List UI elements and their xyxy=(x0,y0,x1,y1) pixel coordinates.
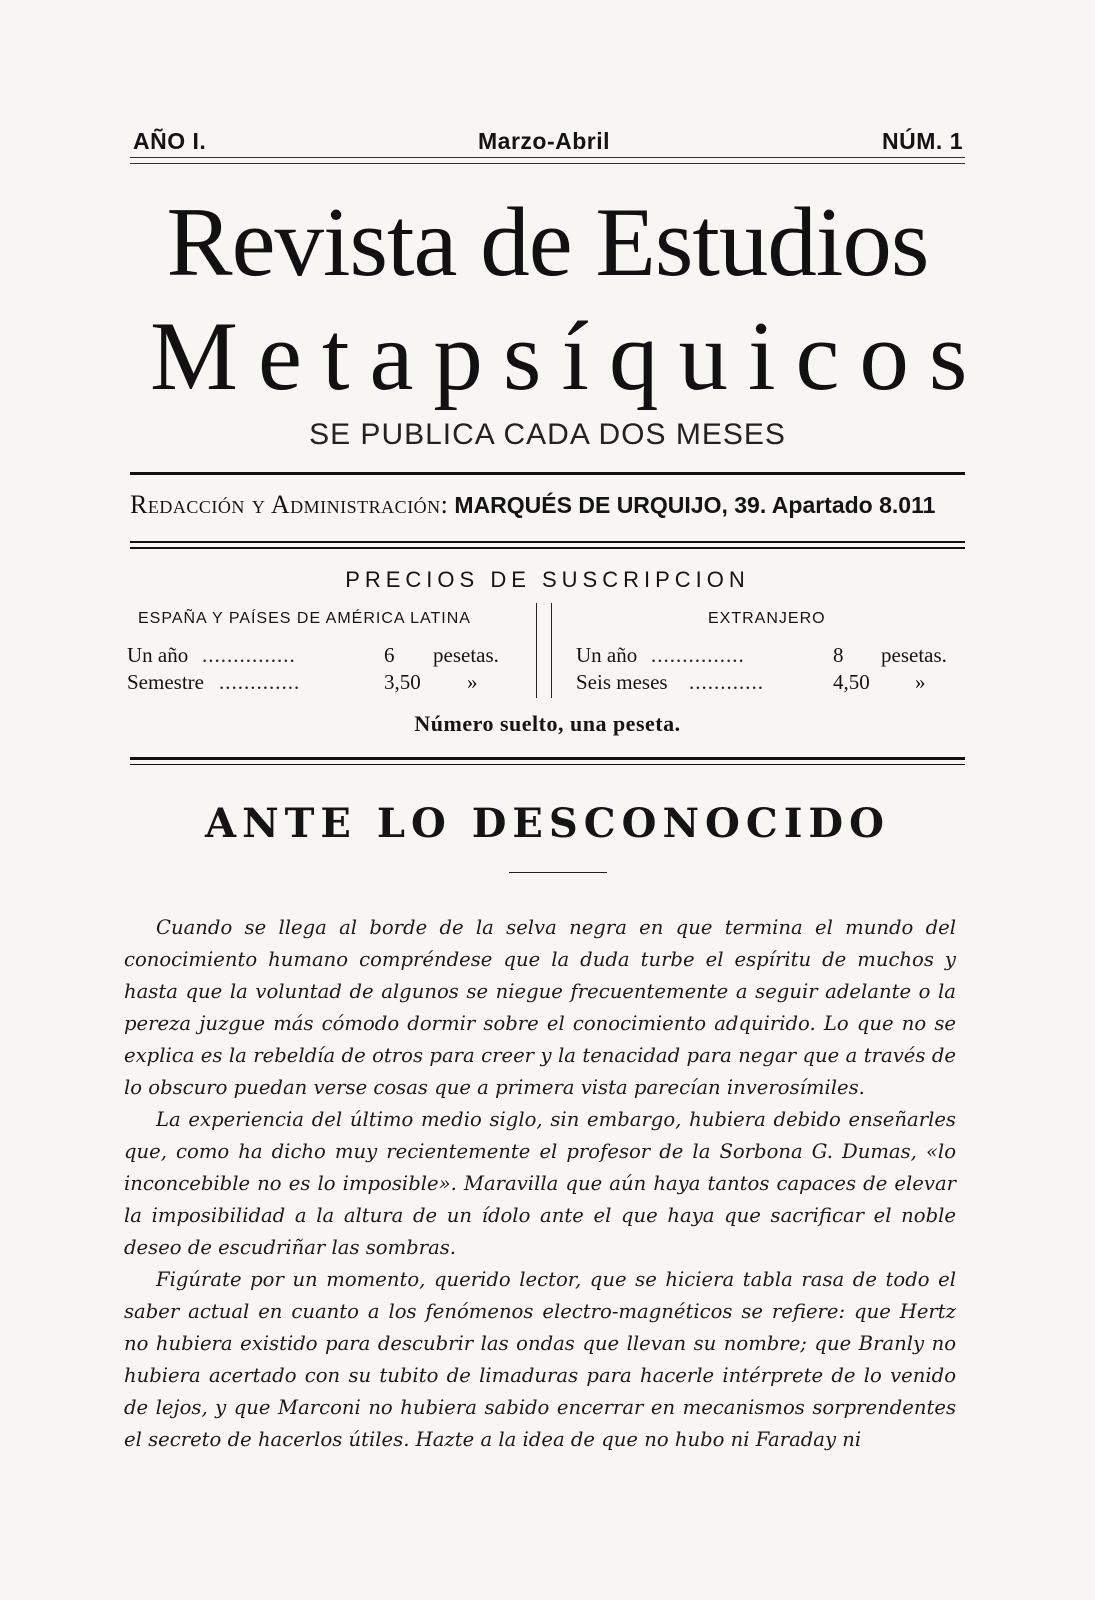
price-unit: pesetas. xyxy=(881,643,947,667)
issue-months: Marzo-Abril xyxy=(478,128,610,154)
price-row-domestic-year xyxy=(127,643,517,671)
masthead-title-line2: Metapsíquicos xyxy=(150,302,988,411)
header-rule-top xyxy=(130,157,965,158)
price-unit: » xyxy=(467,670,478,694)
price-amount: 4,50 xyxy=(833,670,870,694)
article-paragraph: La experiencia del último medio siglo, sin embargo, hubiera debido enseñarles que, como ha dicho muy recientemente el profesor de la Sorbona G. Dumas, «lo inconcebible no es lo imposible». Maravilla que aún haya tantos capaces de elevar la imposibilidad a la altura de un ídolo ante el que haya que sacrificar el noble deseo de escudriñar las sombras. xyxy=(124,1108,956,1259)
issue-number: NÚM. 1 xyxy=(882,128,963,154)
price-label: Un año xyxy=(127,643,189,667)
address-rule-top xyxy=(130,541,965,543)
prices-rule-bottom xyxy=(130,764,965,765)
prices-rule-top xyxy=(130,757,965,760)
price-amount: 8 xyxy=(833,643,844,667)
price-label: Semestre xyxy=(127,670,204,694)
header-rule-bottom xyxy=(130,163,965,164)
article-paragraph: Figúrate por un momento, querido lector, que se hiciera tabla rasa de todo el saber actual en cuanto a los fenómenos electro-magnéticos se refiere: que Hertz no hubiera existido para descubrir las ondas que llevan su nombre; que Branly no hubiera acertado con su tubito de limaduras para hacerle intérprete de lo venido de lejos, y que Marconi no hubiera sabido encerrar en mecanismos sorprendentes el secreto de hacerlos útiles. Hazte a la idea de que no hubo ni Faraday ni xyxy=(124,1268,956,1451)
price-row-foreign-year xyxy=(576,643,966,671)
column-divider-left xyxy=(536,603,537,698)
address-rule-bottom xyxy=(130,547,965,549)
article-paragraph: Cuando se llega al borde de la selva negra en que termina el mundo del conocimiento humano compréndese que la duda turbe el espíritu de muchos y hasta que la voluntad de algunos se niegue frecuentemente a seguir adelante o la pereza juzgue más cómodo dormir sobre el conocimiento adquirido. Lo que no se explica es la rebeldía de otros para creer y la tenacidad para negar que a través de lo obscuro puedan verse cosas que a primera vista parecían inverosímiles. xyxy=(124,916,956,1099)
price-label: Seis meses xyxy=(576,670,668,694)
single-copy-price: Número suelto, una peseta. xyxy=(414,711,681,736)
price-unit: » xyxy=(915,670,926,694)
price-amount: 6 xyxy=(384,643,395,667)
price-row-foreign-semester xyxy=(576,670,966,698)
price-leader-dots: ............... xyxy=(202,643,296,667)
address-value: MARQUÉS DE URQUIJO, 39. Apartado 8.011 xyxy=(454,492,936,518)
price-amount: 3,50 xyxy=(384,670,421,694)
price-label: Un año xyxy=(576,643,638,667)
domestic-heading: ESPAÑA Y PAÍSES DE AMÉRICA LATINA xyxy=(138,610,471,627)
masthead-rule xyxy=(130,472,965,475)
column-divider-right xyxy=(551,603,552,698)
article-body xyxy=(124,912,956,1456)
price-row-domestic-semester xyxy=(127,670,517,698)
subscription-heading: PRECIOS DE SUSCRIPCION xyxy=(345,567,750,592)
article-title: ANTE LO DESCONOCIDO xyxy=(205,800,890,847)
editorial-address xyxy=(130,490,965,520)
price-leader-dots: ............ xyxy=(689,670,764,694)
price-leader-dots: ............... xyxy=(651,643,745,667)
article-title-rule xyxy=(509,872,607,873)
issue-header xyxy=(133,124,963,154)
price-leader-dots: ............. xyxy=(219,670,301,694)
foreign-heading: EXTRANJERO xyxy=(708,610,826,627)
masthead-title-line1: Revista de Estudios xyxy=(166,188,929,297)
address-label: Redacción y Administración: xyxy=(130,490,449,519)
masthead-subtitle: SE PUBLICA CADA DOS MESES xyxy=(309,418,786,451)
price-unit: pesetas. xyxy=(433,643,499,667)
issue-year: AÑO I. xyxy=(133,128,207,154)
